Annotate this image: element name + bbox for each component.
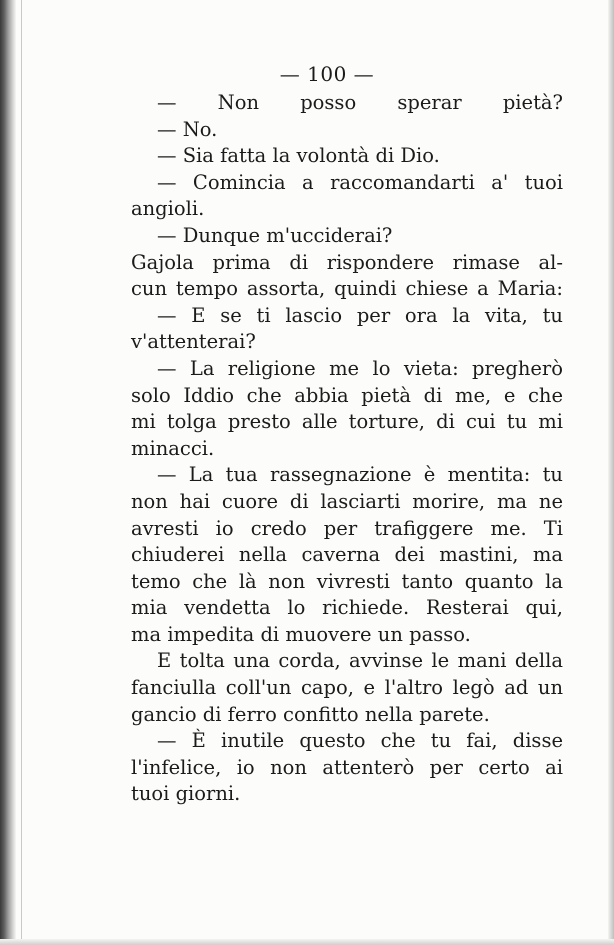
page-right-edge	[608, 0, 614, 945]
text-line: — La religione me lo vieta: pregherò	[157, 356, 563, 380]
text-line: minacci.	[131, 436, 215, 460]
text-line: — Non posso sperar pietà?	[157, 91, 563, 114]
text-line: cun tempo assorta, quindi chiese a Maria:	[131, 277, 563, 301]
text-line: v'attenterai?	[131, 330, 256, 354]
text-line: ma impedita di muovere un passo.	[131, 622, 471, 646]
text-line: fanciulla coll'un capo, e l'altro legò ad un	[131, 676, 563, 700]
body-text	[131, 90, 563, 808]
text-line: — Comincia a raccomandarti a' tuoi	[157, 170, 563, 194]
text-line: solo Iddio che abbia pietà di me, e che	[131, 383, 563, 407]
text-line: tuoi giorni.	[131, 782, 241, 806]
text-line: — È inutile questo che tu fai, disse	[157, 729, 563, 753]
text-line: mia vendetta lo richiede. Resterai qui,	[131, 596, 563, 620]
page-number: — 100 —	[279, 62, 375, 86]
text-line: chiuderei nella caverna dei mastini, ma	[131, 543, 563, 567]
page-binding	[0, 0, 16, 945]
text-line: E tolta una corda, avvinse le mani della	[157, 649, 563, 673]
text-line: Gajola prima di rispondere rimase al-	[131, 250, 563, 274]
text-line: non hai cuore di lasciarti morire, ma ne	[131, 489, 563, 513]
text-line: gancio di ferro confitto nella parete.	[131, 702, 490, 726]
text-line: — La tua rassegnazione è mentita: tu	[157, 463, 563, 487]
text-line: l'infelice, io non attenterò per certo ai	[131, 755, 563, 779]
text-line: — Sia fatta la volontà di Dio.	[157, 144, 440, 168]
text-line: — E se ti lascio per ora la vita, tu	[157, 303, 563, 327]
text-line: — No.	[157, 117, 218, 141]
text-line: angioli.	[131, 197, 205, 221]
text-line: temo che là non vivresti tanto quanto la	[131, 569, 563, 593]
binding-shadow-line	[21, 0, 22, 945]
text-line: — Dunque m'ucciderai?	[157, 223, 393, 247]
text-line: mi tolga presto alle torture, di cui tu mi	[131, 410, 563, 434]
text-line: avresti io credo per trafiggere me. Ti	[131, 516, 563, 540]
page-bottom-edge	[0, 939, 614, 945]
